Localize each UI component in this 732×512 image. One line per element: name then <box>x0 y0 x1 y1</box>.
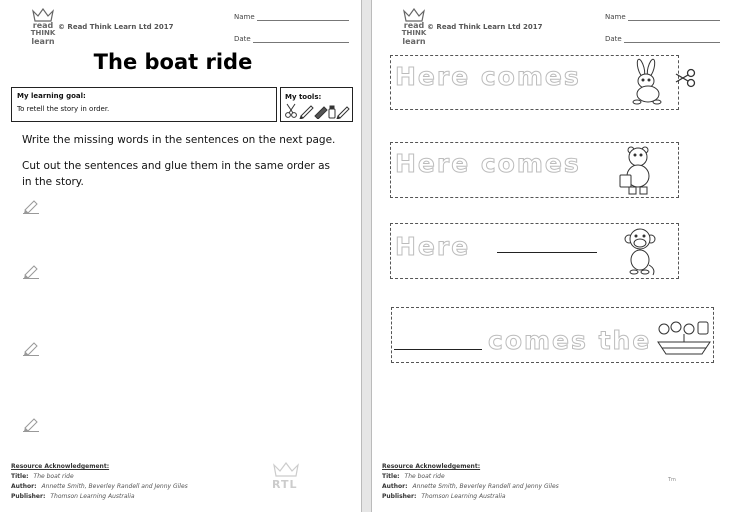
tools-heading: My tools: <box>285 93 322 101</box>
logo-word-1: read <box>403 21 425 30</box>
ack-author-value: Annette Smith, Beverley Randell and Jenny Giles <box>41 483 188 490</box>
monkey-icon <box>623 227 657 277</box>
date-label: Date <box>605 35 622 43</box>
ack-heading: Resource Acknowledgement: <box>11 463 110 470</box>
sentence-strip-2[interactable] <box>390 142 679 198</box>
ack-author-label: Author: <box>11 483 37 490</box>
sentence-strip-4[interactable] <box>391 307 714 363</box>
pencil-icon <box>22 416 40 432</box>
sentence-strip-3[interactable] <box>390 223 679 279</box>
pencil-icon <box>22 263 40 279</box>
crayon-icon <box>315 107 327 119</box>
ack-publisher-label: Publisher: <box>11 493 46 500</box>
tools-icons <box>284 101 350 119</box>
copyright-text: © Read Think Learn Ltd 2017 <box>58 23 174 31</box>
rtl-watermark-logo <box>270 462 304 498</box>
scissors-icon <box>286 104 297 117</box>
trace-text: comes the <box>488 326 652 355</box>
bear-with-bag-icon <box>617 145 657 197</box>
name-line[interactable] <box>257 13 349 21</box>
date-field[interactable] <box>605 35 720 43</box>
instruction-2: Cut out the sentences and glue them in the same order as in the story. <box>22 160 330 188</box>
trace-text: Here <box>395 232 471 261</box>
ack-title-value: The boat ride <box>404 473 445 480</box>
logo-word-3: learn <box>31 37 55 46</box>
learning-goal-heading: My learning goal: <box>17 92 86 100</box>
date-label: Date <box>234 35 251 43</box>
learning-goal-box <box>11 87 277 122</box>
ack-title-label: Title: <box>11 473 29 480</box>
name-label: Name <box>234 13 255 21</box>
crown-icon <box>401 8 427 22</box>
name-label: Name <box>605 13 626 21</box>
ack-publisher-value: Thomson Learning Australia <box>50 493 135 500</box>
ack-author-label: Author: <box>382 483 408 490</box>
date-line[interactable] <box>624 35 720 43</box>
ack-title-value: The boat ride <box>33 473 74 480</box>
ack-heading: Resource Acknowledgement: <box>382 463 481 470</box>
sentence-strip-1[interactable] <box>390 55 679 110</box>
pencil-icon <box>337 107 349 119</box>
pencil-icon <box>22 198 40 214</box>
answer-blank[interactable] <box>394 349 482 350</box>
ack-publisher-label: Publisher: <box>382 493 417 500</box>
boat-animals-icon <box>656 320 712 358</box>
learning-goal-text: To retell the story in order. <box>17 105 110 113</box>
left-worksheet-page <box>0 0 362 512</box>
tools-box <box>280 87 353 122</box>
scissors-icon <box>674 68 698 88</box>
logo-word-1: read <box>32 21 54 30</box>
read-think-learn-logo <box>30 8 56 48</box>
answer-blank[interactable] <box>497 252 597 253</box>
pencil-icon <box>22 340 40 356</box>
instruction-1: Write the missing words in the sentences on the next page. <box>22 134 336 146</box>
right-worksheet-page <box>371 0 732 512</box>
crown-icon <box>30 8 56 22</box>
logo-word-2: THINK <box>401 29 427 37</box>
trace-text: Here comes <box>395 149 581 178</box>
glue-icon <box>329 106 335 118</box>
copyright-text: © Read Think Learn Ltd 2017 <box>427 23 543 31</box>
resource-acknowledgement <box>11 462 188 502</box>
date-line[interactable] <box>253 35 349 43</box>
logo-word-3: learn <box>402 37 426 46</box>
name-field[interactable] <box>605 13 720 21</box>
rabbit-icon <box>629 58 667 106</box>
date-field[interactable] <box>234 35 349 43</box>
tiny-mark: Tm <box>668 477 676 483</box>
read-think-learn-logo <box>401 8 427 48</box>
page-title: The boat ride <box>93 50 253 74</box>
name-field[interactable] <box>234 13 349 21</box>
pencil-icon <box>300 106 313 119</box>
resource-acknowledgement <box>382 462 559 502</box>
ack-publisher-value: Thomson Learning Australia <box>421 493 506 500</box>
name-line[interactable] <box>628 13 720 21</box>
ack-author-value: Annette Smith, Beverley Randell and Jenny Giles <box>412 483 559 490</box>
rtl-mark: RTL <box>272 478 298 491</box>
ack-title-label: Title: <box>382 473 400 480</box>
trace-text: Here comes <box>395 62 581 91</box>
logo-word-2: THINK <box>30 29 56 37</box>
